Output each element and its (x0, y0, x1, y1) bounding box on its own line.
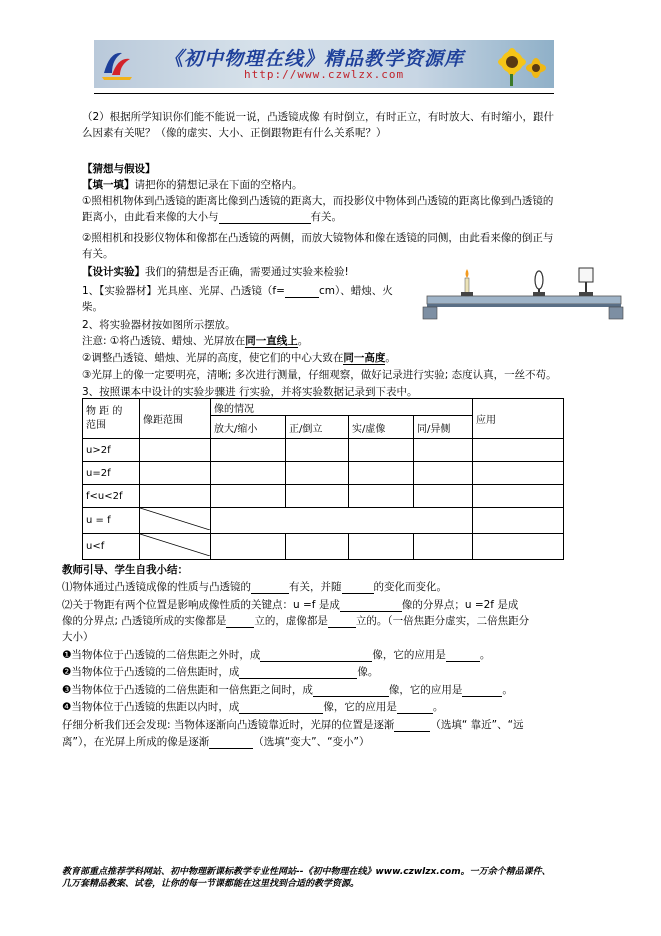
case-2-post: 像。 (357, 666, 379, 678)
row-label: u=2f (83, 462, 140, 485)
page-footer (62, 866, 551, 890)
table-cell[interactable] (473, 508, 564, 534)
row-label: u = f (83, 508, 140, 534)
summary-2b-post: 立的。（一倍焦距分虚实，二倍焦距分 (355, 615, 530, 627)
hyp-p2-line-2: 有关。 (82, 248, 114, 260)
equipment-line-2: 柴。 (82, 301, 103, 313)
col-orientation: 正/倒立 (286, 416, 349, 439)
col-object-distance-l1: 物 距 的 (86, 405, 123, 417)
equipment-line-1 (82, 284, 393, 298)
col-image-distance: 像距范围 (140, 399, 211, 439)
table-row (83, 462, 564, 485)
summary-1 (62, 580, 447, 594)
summary-2-line-1 (62, 598, 518, 612)
diagonal-slash-icon (140, 508, 210, 530)
table-row (83, 508, 564, 534)
sunflower-image-icon (490, 42, 548, 86)
table-cell[interactable] (349, 534, 414, 560)
case-1 (62, 648, 490, 662)
step-3: 3、按照课本中设计的实验步骤进 行实验，并将实验数据记录到下表中。 (82, 386, 418, 398)
table-cell[interactable] (473, 439, 564, 462)
table-cell[interactable] (286, 485, 349, 508)
equipment-mid: cm）、蜡烛、火 (318, 285, 393, 297)
q2-line-2: 么因素有关呢？（像的虚实、大小、正倒跟物距有什么关系呢？） (82, 127, 387, 139)
col-object-distance (83, 399, 140, 439)
case-4-mid: 像，它的应用是 (323, 701, 397, 713)
optical-bench-image-icon (421, 266, 626, 326)
table-cell[interactable] (349, 462, 414, 485)
summary-1-post: 的变化而变化。 (373, 581, 447, 593)
summary-2-line-2 (62, 614, 529, 628)
note-1 (82, 334, 308, 348)
table-cell[interactable] (140, 462, 211, 485)
blank-image-size[interactable] (209, 736, 253, 749)
hypothesis-heading: 【猜想与假设】 (82, 163, 156, 175)
note-1-emphasis: 同一直线上 (245, 335, 298, 347)
table-cell[interactable] (211, 485, 286, 508)
case-4-pre: ❹当物体位于凸透镜的焦距以内时，成 (62, 701, 240, 713)
footer-line-1: 教育部重点推荐学科网站、初中物理新课标教学专业性网站--《初中物理在线》www.czwlzx.com。一万余个精品课件、 (62, 867, 551, 877)
footer-line-2: 几万套精品教案、试卷，让你的每一节课都能在这里找到合适的教学资源。 (62, 879, 360, 889)
diagonal-slash-icon (140, 534, 210, 556)
blank-virtual-orient[interactable] (328, 615, 356, 628)
fill-in-tag: 【填一填】 (82, 179, 135, 191)
table-row (83, 439, 564, 462)
analysis-line-2 (62, 735, 369, 749)
table-cell[interactable] (349, 439, 414, 462)
case-2-pre: ❷当物体位于凸透镜的二倍焦距时，成 (62, 666, 240, 678)
table-cell[interactable] (473, 534, 564, 560)
table-cell[interactable] (140, 439, 211, 462)
design-text: 我们的猜想是否正确，需要通过实验来检验! (145, 266, 349, 278)
summary-2b-mid: 立的，虚像都是 (254, 615, 328, 627)
analysis-line-1 (62, 718, 524, 732)
summary-heading: 教师引导、学生自我小结： (62, 564, 188, 576)
summary-2a-mid: 像的分界点；u =2f 是成 (401, 599, 519, 611)
table-cell[interactable] (286, 462, 349, 485)
case-1-pre: ❶当物体位于凸透镜的二倍焦距之外时，成 (62, 649, 261, 661)
fill-in-intro (82, 178, 303, 192)
case-3-pre: ❸当物体位于凸透镜的二倍焦距和一倍焦距之间时，成 (62, 684, 313, 696)
table-cell[interactable] (211, 534, 286, 560)
table-cell[interactable] (140, 485, 211, 508)
case-4-post: 。 (432, 701, 444, 713)
table-row (83, 534, 564, 560)
hyp-p1-pre: 距离小，由此看来像的大小与 (82, 211, 219, 223)
table-cell[interactable] (211, 462, 286, 485)
note-2 (82, 351, 396, 365)
analysis-mid: （选填“ 靠近”、“远 (430, 719, 524, 731)
blank-case-3-use[interactable] (462, 684, 502, 697)
blank-focal[interactable] (251, 581, 289, 594)
experiment-table (82, 398, 564, 560)
focal-length-blank[interactable] (285, 285, 319, 298)
row-label: f<u<2f (83, 485, 140, 508)
site-logo-icon (100, 47, 134, 81)
blank-case-4-image[interactable] (239, 701, 323, 714)
note-2-emphasis: 同一高度 (343, 352, 386, 364)
col-application: 应用 (473, 399, 564, 439)
case-3-post: 。 (502, 684, 513, 696)
col-side: 同/异侧 (414, 416, 473, 439)
note-3: ③光屏上的像一定要明亮，清晰; 多次进行测量，仔细观察，做好记录进行实验; 态度认真，一丝不苟。 (82, 369, 557, 381)
table-cell[interactable] (414, 534, 473, 560)
crossed-cell (140, 534, 211, 560)
blank-boundary-1[interactable] (340, 599, 402, 612)
note-1-post: 。 (297, 335, 309, 347)
case-1-mid: 像，它的应用是 (372, 649, 446, 661)
header-banner (94, 40, 554, 88)
row-label: u>2f (83, 439, 140, 462)
blank-case-4-use[interactable] (397, 701, 433, 714)
blank-case-3-image[interactable] (313, 684, 389, 697)
crossed-cell (140, 508, 211, 534)
design-tag: 【设计实验】 (82, 266, 145, 278)
table-cell[interactable] (473, 485, 564, 508)
col-real-virtual: 实/虚像 (349, 416, 414, 439)
table-cell[interactable] (473, 462, 564, 485)
row-label: u<f (83, 534, 140, 560)
note-2-post: 。 (385, 352, 396, 364)
col-size: 放大/缩小 (211, 416, 286, 439)
note-2-pre: ②调整凸透镜、蜡烛、光屏的高度，使它们的中心大致在 (82, 352, 344, 364)
blank-case-2-image[interactable] (239, 666, 357, 679)
equipment-pre: 1、【实验器材】光具座、光屏、凸透镜（f= (82, 285, 285, 297)
header-divider (94, 93, 554, 94)
fill-in-text: 请把你的猜想记录在下面的空格内。 (134, 179, 303, 191)
case-4 (62, 700, 443, 714)
table-cell[interactable] (414, 462, 473, 485)
hyp-p1-line-2 (82, 210, 342, 224)
hyp-p1-line-1: ①照相机物体到凸透镜的距离比像到凸透镜的距离大，而投影仪中物体到凸透镜的距离比像到凸透镜的 (82, 195, 554, 207)
table-cell[interactable] (211, 439, 286, 462)
case-3-mid: 像，它的应用是 (388, 684, 463, 696)
col-image-case: 像的情况 (211, 399, 473, 416)
summary-2b-pre: 像的分界点; 凸透镜所成的实像都是 (62, 615, 227, 627)
case-2 (62, 665, 378, 679)
q2-line-1: （2）根据所学知识你们能不能说一说，凸透镜成像 有时倒立，有时正立，有时放大、有时缩小，跟什 (82, 111, 555, 123)
blank-real-orient[interactable] (226, 615, 254, 628)
blank-screen-position[interactable] (394, 719, 430, 732)
summary-1-pre: ⑴物体通过凸透镜成像的性质与凸透镜的 (62, 581, 251, 593)
analysis-pre: 仔细分析我们还会发现: 当物体逐渐向凸透镜靠近时，光屏的位置是逐渐 (62, 719, 395, 731)
size-factor-blank[interactable] (219, 211, 311, 224)
design-intro (82, 265, 349, 279)
hyp-p2-line-1: ②照相机和投影仪物体和像都在凸透镜的两侧，而放大镜物体和像在透镜的同侧，由此看来像的倒正与 (82, 232, 554, 244)
table-cell[interactable] (349, 485, 414, 508)
blank-case-1-image[interactable] (260, 649, 372, 662)
table-cell[interactable] (211, 508, 473, 534)
table-cell[interactable] (414, 485, 473, 508)
case-3 (62, 683, 513, 697)
note-1-pre: 注意: ①将凸透镜、蜡烛、光屏放在 (82, 335, 246, 347)
summary-1-mid: 有关，并随 (289, 581, 342, 593)
banner-url: http://www.czwlzx.com (244, 68, 405, 81)
hyp-p1-post: 有关。 (310, 211, 342, 223)
analysis-2-post: （选填“变大”、“变小”） (253, 736, 370, 748)
step-2: 2、将实验器材按如图所示摆放。 (82, 319, 236, 331)
summary-2-line-3: 大小） (62, 631, 94, 643)
blank-distance[interactable] (342, 581, 374, 594)
table-cell[interactable] (286, 439, 349, 462)
blank-case-1-use[interactable] (446, 649, 480, 662)
analysis-2-pre: 离”），在光屏上所成的像是逐渐 (62, 736, 210, 748)
table-row (83, 485, 564, 508)
table-cell[interactable] (286, 534, 349, 560)
table-cell[interactable] (414, 439, 473, 462)
banner-title: 《初中物理在线》精品教学资源库 (164, 48, 465, 70)
case-1-post: 。 (479, 649, 491, 661)
col-object-distance-l2: 范围 (86, 419, 106, 431)
summary-2a-pre: ⑵关于物距有两个位置是影响成像性质的关键点：u =f 是成 (62, 599, 340, 611)
